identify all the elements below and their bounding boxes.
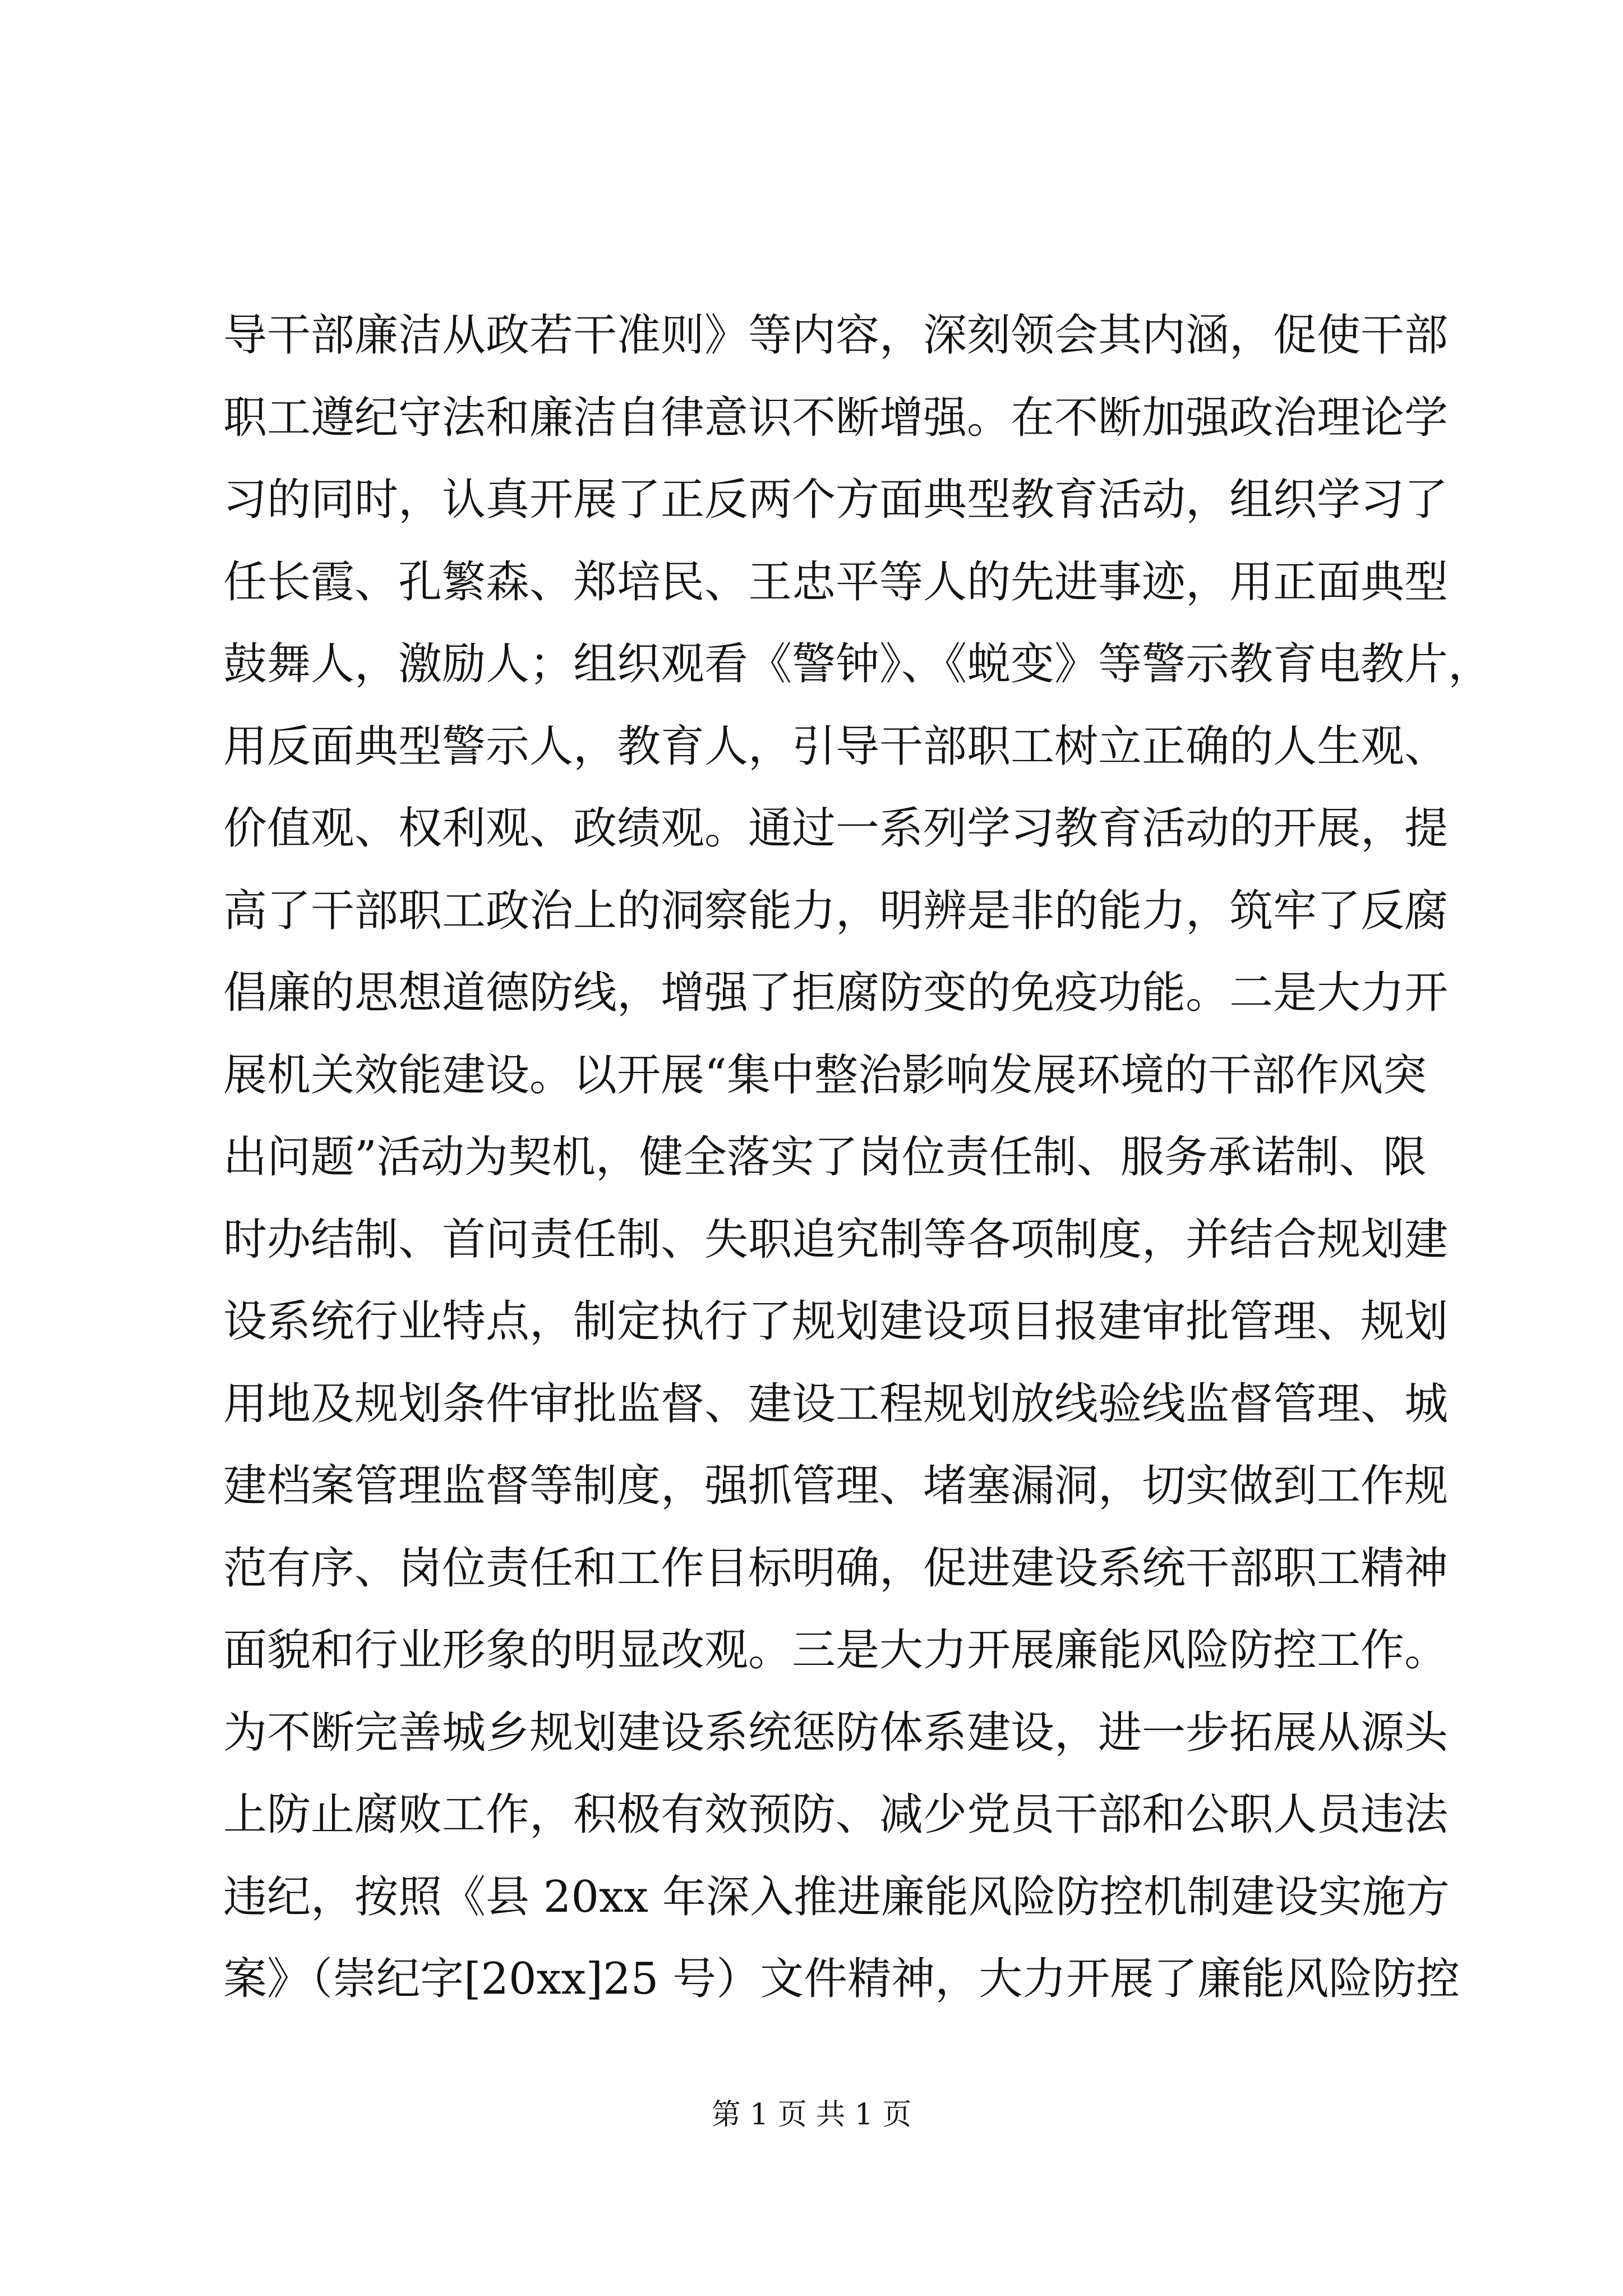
page-footer: 第 1 页 共 1 页 [711, 2098, 912, 2132]
text-line-2: 职工遵纪守法和廉洁自律意识不断增强。在不断加强政治理论学 [223, 392, 1449, 443]
text-line-7: 价值观、权利观、政绩观。通过一系列学习教育活动的开展，提 [223, 803, 1449, 854]
text-line-6: 用反面典型警示人，教育人，引导干部职工树立正确的人生观、 [223, 721, 1449, 772]
text-line-16: 范有序、岗位责任和工作目标明确，促进建设系统干部职工精神 [223, 1543, 1449, 1594]
text-line-9: 倡廉的思想道德防线，增强了拒腐防变的免疫功能。二是大力开 [223, 968, 1449, 1018]
text-line-19: 上防止腐败工作，积极有效预防、减少党员干部和公职人员违法 [223, 1789, 1449, 1840]
text-line-3: 习的同时，认真开展了正反两个方面典型教育活动，组织学习了 [223, 475, 1449, 525]
text-line-13: 设系统行业特点，制定执行了规划建设项目报建审批管理、规划 [223, 1296, 1449, 1347]
text-line-11: 出问题”活动为契机，健全落实了岗位责任制、服务承诺制、限 [223, 1132, 1427, 1182]
text-line-15: 建档案管理监督等制度，强抓管理、堵塞漏洞，切实做到工作规 [223, 1461, 1449, 1511]
text-line-4: 任长霞、孔繁森、郑培民、王忠平等人的先进事迹，用正面典型 [223, 556, 1449, 608]
body-text [223, 295, 1492, 2021]
text-line-10: 展机关效能建设。以开展“集中整治影响发展环境的干部作风突 [223, 1050, 1427, 1101]
text-line-21: 案》（崇纪字[20xx]25 号）文件精神，大力开展了廉能风险防控 [223, 1954, 1460, 2004]
text-line-12: 时办结制、首问责任制、失职追究制等各项制度，并结合规划建 [223, 1214, 1449, 1265]
text-line-18: 为不断完善城乡规划建设系统惩防体系建设，进一步拓展从源头 [223, 1707, 1449, 1758]
text-line-14: 用地及规划条件审批监督、建设工程规划放线验线监督管理、城 [223, 1378, 1449, 1429]
text-line-17: 面貌和行业形象的明显改观。三是大力开展廉能风险防控工作。 [223, 1625, 1449, 1676]
text-line-1: 导干部廉洁从政若干准则》等内容，深刻领会其内涵，促使干部 [223, 310, 1449, 361]
text-line-5: 鼓舞人，激励人；组织观看《警钟》、《蜕变》等警示教育电教片， [223, 639, 1492, 689]
text-line-20: 违纪，按照《县 20xx 年深入推进廉能风险防控机制建设实施方 [223, 1871, 1450, 1922]
text-line-8: 高了干部职工政治上的洞察能力，明辨是非的能力，筑牢了反腐 [223, 885, 1449, 936]
